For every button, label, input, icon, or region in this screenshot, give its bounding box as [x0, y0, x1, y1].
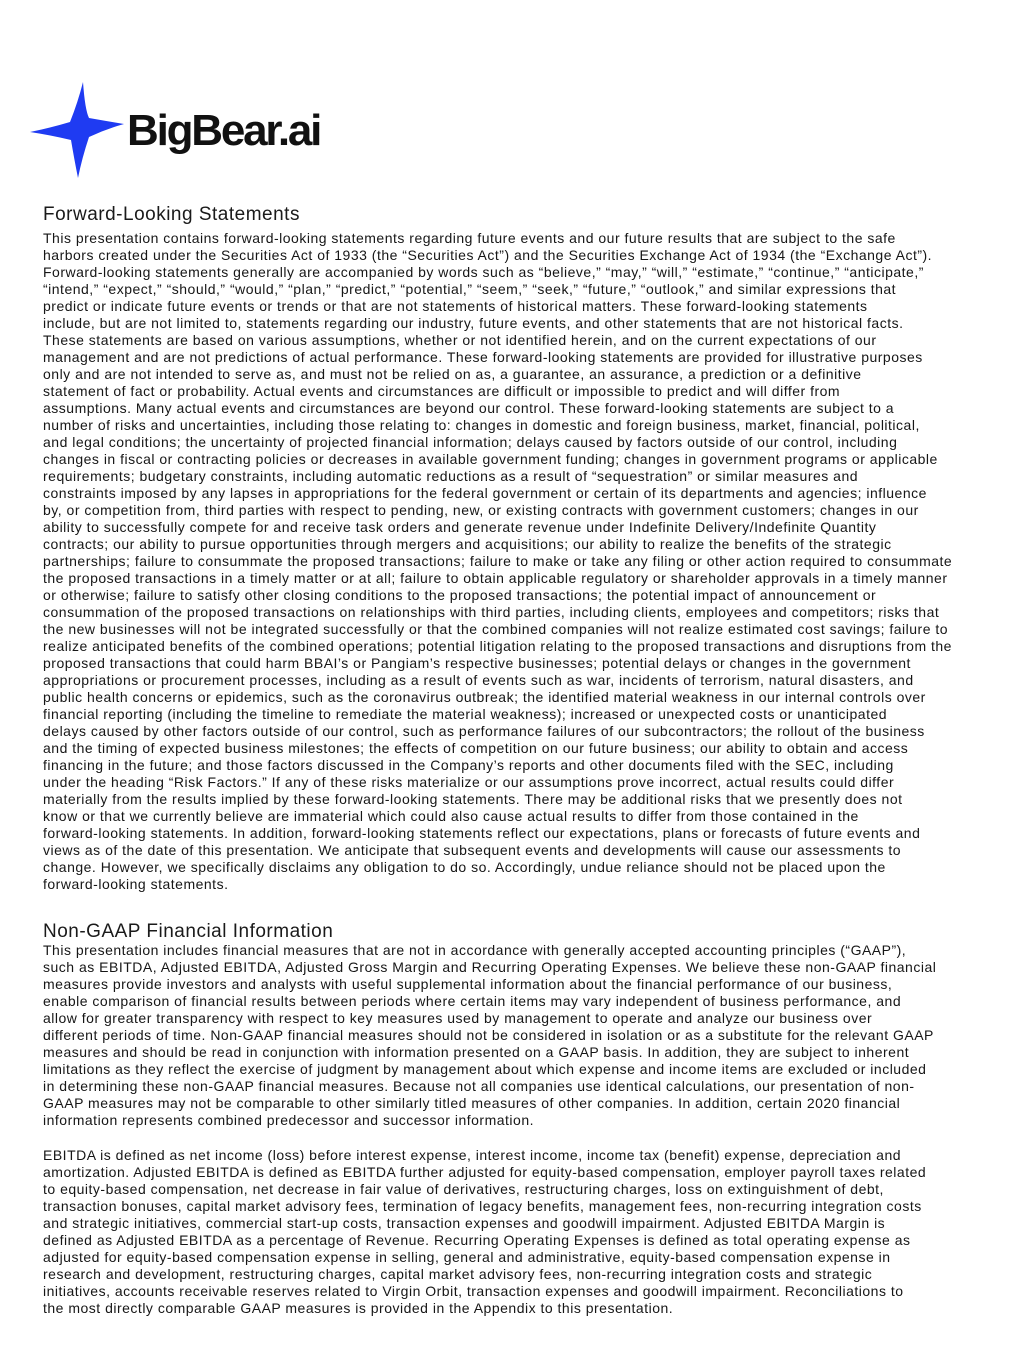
- body-line: the new businesses will not be integrated successfully or that the combined companies will not realize estimated cost savings; failure to: [43, 621, 949, 637]
- body-line: defined as Adjusted EBITDA as a percentage of Revenue. Recurring Operating Expenses is defined as total operating expense as: [43, 1232, 911, 1248]
- body-line: number of risks and uncertainties, including those relating to: changes in domestic and foreign business, market, financial, political,: [43, 417, 920, 433]
- body-line: realize anticipated benefits of the combined operations; potential litigation relating to the proposed transactions and disruptions from the: [43, 638, 952, 654]
- body-line: or otherwise; failure to satisfy other closing conditions to the proposed transactions; the potential impact of announcement or: [43, 587, 877, 603]
- body-line: the proposed transactions in a timely matter or at all; failure to obtain applicable regulatory or shareholder approvals in a timely manner: [43, 570, 948, 586]
- body-line: contracts; our ability to pursue opportunities through mergers and acquisitions; our ability to realize the benefits of the strategic: [43, 536, 892, 552]
- bigbear-logo: [28, 80, 338, 180]
- body-line: changes in fiscal or contracting policies or decreases in available government funding; changes in government programs or applicable: [43, 451, 938, 467]
- body-line: in determining these non-GAAP financial measures. Because not all companies use identical calculations, our presentation of non-: [43, 1078, 915, 1094]
- body-line: change. However, we specifically disclaims any obligation to do so. Accordingly, undue reliance should not be placed upon the: [43, 859, 886, 875]
- body-line: by, or competition from, third parties with respect to pending, new, or existing contracts with government customers; changes in our: [43, 502, 919, 518]
- body-line: measures and should be read in conjunction with information presented on a GAAP basis. In addition, they are subject to inherent: [43, 1044, 910, 1060]
- body-line: include, but are not limited to, statements regarding our industry, future events, and other statements that are not historical facts.: [43, 315, 904, 331]
- body-line: adjusted for equity-based compensation expense in selling, general and administrative, equity-based compensation expense in: [43, 1249, 891, 1265]
- body-line: forward-looking statements.: [43, 876, 229, 892]
- body-line: allow for greater transparency with respect to key measures used by management to operate and analyze our business over: [43, 1010, 873, 1026]
- body-line: public health concerns or epidemics, such as the coronavirus outbreak; the identified material weakness in our internal controls over: [43, 689, 926, 705]
- body-line: GAAP measures may not be comparable to other similarly titled measures of other companies. In addition, certain 2020 financial: [43, 1095, 901, 1111]
- body-line: This presentation includes financial measures that are not in accordance with generally accepted accounting principles (“GAAP”),: [43, 942, 907, 958]
- logo-wordmark: BigBear.ai: [127, 106, 321, 155]
- body-line: appropriations or procurement processes, including as a result of events such as war, incidents of terrorism, natural disasters, and: [43, 672, 914, 688]
- body-line: and the timing of expected business milestones; the effects of competition on our future business; our ability to obtain and access: [43, 740, 909, 756]
- non-gaap-heading: Non-GAAP Financial Information: [43, 921, 334, 942]
- body-line: views as of the date of this presentation. We anticipate that subsequent events and developments will cause our assessments to: [43, 842, 902, 858]
- forward-looking-heading: Forward-Looking Statements: [43, 204, 300, 225]
- body-line: assumptions. Many actual events and circumstances are beyond our control. These forward-looking statements are subject to a: [43, 400, 895, 416]
- north-star-icon: [28, 80, 126, 180]
- body-line: ability to successfully compete for and receive task orders and generate revenue under Indefinite Delivery/Indefinite Quantity: [43, 519, 877, 535]
- body-line: partnerships; failure to consummate the proposed transactions; failure to make or take any filing or other action required to consummate: [43, 553, 953, 569]
- body-line: and strategic initiatives, commercial start-up costs, transaction expenses and goodwill impairment. Adjusted EBITDA Margin is: [43, 1215, 886, 1231]
- body-line: enable comparison of financial results between periods where certain items may vary independent of business performance, and: [43, 993, 902, 1009]
- body-line: predict or indicate future events or trends or that are not statements of historical matters. These forward-looking statements: [43, 298, 868, 314]
- body-line: Forward-looking statements generally are accompanied by words such as “believe,” “may,” “will,” “estimate,” “continue,” “anticipate,”: [43, 264, 924, 280]
- body-line: management and are not predictions of actual performance. These forward-looking statements are provided for illustrative purposes: [43, 349, 923, 365]
- body-line: such as EBITDA, Adjusted EBITDA, Adjusted Gross Margin and Recurring Operating Expenses. We believe these non-GAAP financial: [43, 959, 937, 975]
- body-line: under the heading “Risk Factors.” If any of these risks materialize or our assumptions prove incorrect, actual results could differ: [43, 774, 895, 790]
- body-line: research and development, restructuring charges, capital market advisory fees, non-recurring integration costs and strategic: [43, 1266, 873, 1282]
- body-line: delays caused by other factors outside of our control, such as performance failures of our subcontractors; the rollout of the business: [43, 723, 925, 739]
- body-line: transaction bonuses, capital market advisory fees, termination of legacy benefits, management fees, non-recurring integration costs: [43, 1198, 922, 1214]
- body-line: statement of fact or probability. Actual events and circumstances are difficult or impossible to predict and will differ from: [43, 383, 841, 399]
- body-line: amortization. Adjusted EBITDA is defined as EBITDA further adjusted for equity-based compensation, employer payroll taxes related: [43, 1164, 927, 1180]
- body-line: the most directly comparable GAAP measures is provided in the Appendix to this presentation.: [43, 1300, 674, 1316]
- body-line: requirements; budgetary constraints, including automatic reductions as a result of “sequestration” or similar measures and: [43, 468, 859, 484]
- body-line: financing in the future; and those factors discussed in the Company’s reports and other documents filed with the SEC, including: [43, 757, 894, 773]
- body-line: consummation of the proposed transactions on relationships with third parties, including clients, employees and competitors; risks that: [43, 604, 940, 620]
- body-line: know or that we currently believe are immaterial which could also cause actual results to differ from those contained in the: [43, 808, 859, 824]
- body-line: different periods of time. Non-GAAP financial measures should not be considered in isolation or as a substitute for the relevant GAAP: [43, 1027, 934, 1043]
- body-line: limitations as they reflect the exercise of judgment by management about which expense and income items are excluded or included: [43, 1061, 927, 1077]
- body-line: These statements are based on various assumptions, whether or not identified herein, and on the current expectations of our: [43, 332, 877, 348]
- body-line: and legal conditions; the uncertainty of projected financial information; delays caused by factors outside of our control, including: [43, 434, 898, 450]
- body-line: information represents combined predecessor and successor information.: [43, 1112, 535, 1128]
- body-line: harbors created under the Securities Act of 1933 (the “Securities Act”) and the Securities Exchange Act of 1934 (the “Exchange Act”).: [43, 247, 933, 263]
- body-line: “intend,” “expect,” “should,” “would,” “plan,” “predict,” “potential,” “seem,” “seek,” “future,” “outlook,” and similar expressions that: [43, 281, 897, 297]
- body-line: to equity-based compensation, net decrease in fair value of derivatives, restructuring charges, loss on extinguishment of debt,: [43, 1181, 884, 1197]
- non-gaap-paragraph-1: [43, 942, 988, 1129]
- body-line: only and are not intended to serve as, and must not be relied on as, a guarantee, an assurance, a prediction or a definitive: [43, 366, 862, 382]
- body-line: This presentation contains forward-looking statements regarding future events and our future results that are subject to the safe: [43, 230, 896, 246]
- north-star-shape: [30, 82, 124, 178]
- body-line: forward-looking statements. In addition, forward-looking statements reflect our expectations, plans or forecasts of future events and: [43, 825, 921, 841]
- non-gaap-paragraph-2: [43, 1147, 988, 1317]
- forward-looking-paragraph: [43, 230, 988, 893]
- body-line: initiatives, accounts receivable reserves related to Virgin Orbit, transaction expenses and goodwill impairment. Reconciliations to: [43, 1283, 904, 1299]
- body-line: proposed transactions that could harm BBAI’s or Pangiam’s respective businesses; potential delays or changes in the government: [43, 655, 911, 671]
- body-line: materially from the results implied by these forward-looking statements. There may be additional risks that we presently does not: [43, 791, 903, 807]
- body-line: financial reporting (including the timeline to remediate the material weakness); increased or unexpected costs or unanticipated: [43, 706, 888, 722]
- body-line: constraints imposed by any lapses in appropriations for the federal government or certain of its departments and agencies; influence: [43, 485, 927, 501]
- body-line: EBITDA is defined as net income (loss) before interest expense, interest income, income tax (benefit) expense, depreciation and: [43, 1147, 902, 1163]
- body-line: measures provide investors and analysts with useful supplemental information about the financial performance of our business,: [43, 976, 893, 992]
